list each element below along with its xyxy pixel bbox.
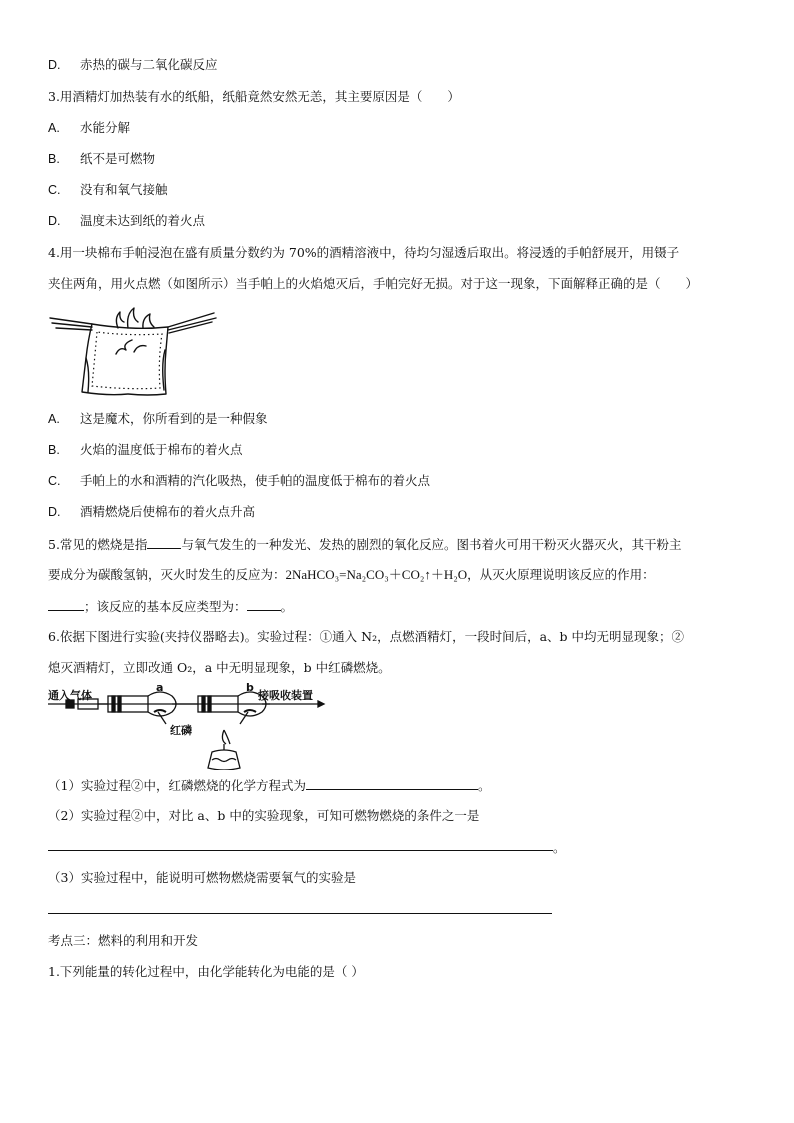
section3-title: 考点三：燃料的利用和开发 xyxy=(48,933,199,948)
q6-sub1-end: 。 xyxy=(477,778,491,793)
inlet-label: 通入气体 xyxy=(48,689,92,702)
q5-text: 要成分为碳酸氢钠，灭火时发生的反应为： xyxy=(48,567,286,582)
q3-option-c xyxy=(48,182,168,198)
reaction-equation: 2NaHCO₃=Na₂CO₃＋CO₂↑＋H₂O xyxy=(285,567,468,582)
q4-stem-line1: 4.用一块棉布手帕浸泡在盛有质量分数约为 70%的酒精溶液中，待均匀湿透后取出。将浸透的手帕舒展开，用镊子 xyxy=(48,245,680,260)
q6-sub3: （3）实验过程中，能说明可燃物燃烧需要氧气的实验是 xyxy=(48,870,356,885)
answer-blank[interactable] xyxy=(147,536,181,549)
answer-blank[interactable] xyxy=(247,598,281,611)
option-letter: C. xyxy=(48,474,61,488)
option-letter: B. xyxy=(48,443,60,457)
q5-text: ，从灭火原理说明该反应的作用： xyxy=(467,567,655,582)
option-text: 没有和氧气接触 xyxy=(80,182,168,197)
option-text: 赤热的碳与二氧化碳反应 xyxy=(80,57,218,72)
q5-text: ；该反应的基本反应类型为： xyxy=(84,599,247,614)
experiment-apparatus-figure xyxy=(48,682,328,770)
q5-line1 xyxy=(48,536,681,553)
q3-option-b xyxy=(48,151,155,167)
q6-line2: 熄灭酒精灯，立即改通 O₂，a 中无明显现象，b 中红磷燃烧。 xyxy=(48,660,391,675)
outlet-label: 接吸收装置 xyxy=(258,689,313,702)
q6-sub1 xyxy=(48,777,490,794)
option-text: 火焰的温度低于棉布的着火点 xyxy=(80,442,243,457)
option-letter: A. xyxy=(48,412,60,426)
option-letter: C. xyxy=(48,183,61,197)
option-text: 手帕上的水和酒精的汽化吸热，使手帕的温度低于棉布的着火点 xyxy=(80,473,431,488)
option-text: 酒精燃烧后使棉布的着火点升高 xyxy=(80,504,256,519)
q3-option-d xyxy=(48,213,205,229)
option-letter: D. xyxy=(48,58,61,72)
option-text: 纸不是可燃物 xyxy=(80,151,156,166)
label-a: a xyxy=(156,682,164,694)
q6-sub2: （2）实验过程②中，对比 a、b 中的实验现象，可知可燃物燃烧的条件之一是 xyxy=(48,808,480,823)
answer-line-sub3[interactable] xyxy=(48,913,552,914)
option-text: 水能分解 xyxy=(80,120,131,135)
q4-option-d xyxy=(48,504,255,520)
handkerchief-figure xyxy=(48,300,218,405)
q6-sub1-text: （1）实验过程②中，红磷燃烧的化学方程式为 xyxy=(48,778,306,793)
answer-blank[interactable] xyxy=(306,777,478,790)
option-text: 这是魔术，你所看到的是一种假象 xyxy=(80,411,268,426)
q3-stem: 3.用酒精灯加热装有水的纸船，纸船竟然安然无恙，其主要原因是（ ） xyxy=(48,89,460,104)
q2-option-d xyxy=(48,57,218,73)
q5-text: 。 xyxy=(280,599,294,614)
q4-option-c xyxy=(48,473,430,489)
q6-sub2-end: 。 xyxy=(553,840,566,855)
q4-stem-line2: 夹住两角，用火点燃（如图所示）当手帕上的火焰熄灭后，手帕完好无损。对于这一现象，下面解释正确的是（ ） xyxy=(48,276,699,291)
q4-option-a xyxy=(48,411,268,427)
option-letter: A. xyxy=(48,121,60,135)
label-b: b xyxy=(246,682,254,694)
red-phosphorus-label: 红磷 xyxy=(170,724,192,737)
q5-line2 xyxy=(48,567,655,583)
option-letter: D. xyxy=(48,505,61,519)
q6-line1: 6.依据下图进行实验(夹持仪器略去)。实验过程：①通入 N₂，点燃酒精灯，一段时间后，a、b 中均无明显现象；② xyxy=(48,629,685,644)
option-text: 温度未达到纸的着火点 xyxy=(80,213,206,228)
answer-line-sub2[interactable] xyxy=(48,850,553,851)
q3-option-a xyxy=(48,120,130,136)
option-letter: D. xyxy=(48,214,61,228)
q4-option-b xyxy=(48,442,243,458)
option-letter: B. xyxy=(48,152,60,166)
q5-line3 xyxy=(48,598,293,615)
q5-text: 与氧气发生的一种发光、发热的剧烈的氧化反应。图书着火可用干粉灭火器灭火，其干粉主 xyxy=(181,537,682,552)
q5-text: 5.常见的燃烧是指 xyxy=(48,537,148,552)
section3-q1: 1.下列能量的转化过程中，由化学能转化为电能的是（ ） xyxy=(48,964,364,979)
answer-blank[interactable] xyxy=(48,598,84,611)
